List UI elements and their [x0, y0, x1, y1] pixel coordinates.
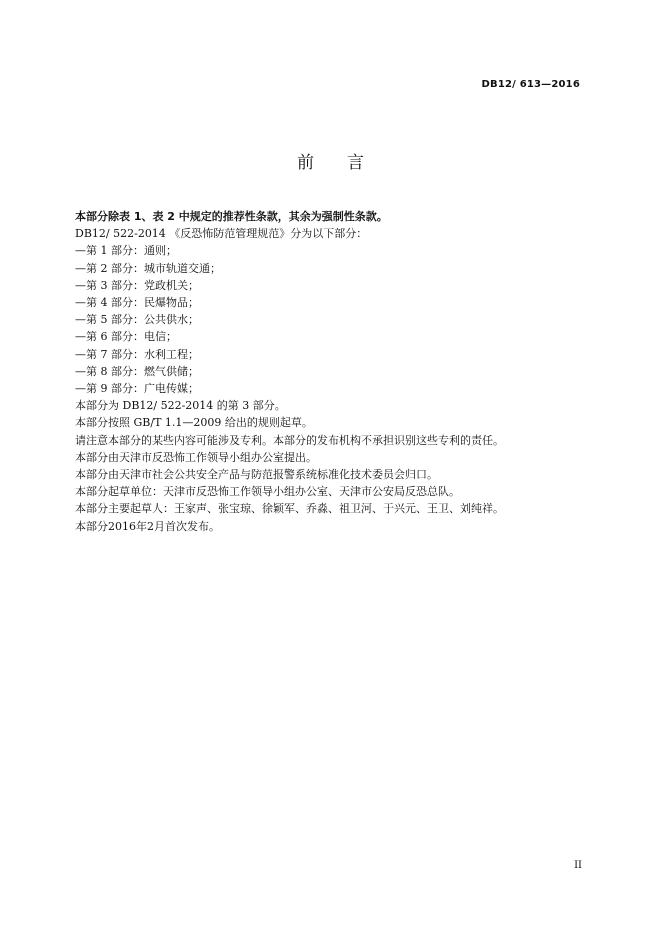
patent-notice: 请注意本部分的某些内容可能涉及专利。本部分的发布机构不承担识别这些专利的责任。	[75, 433, 504, 447]
part-statement: 本部分为 DB12/ 522-2014 的第 3 部分。	[75, 399, 286, 413]
document-code: DB12/ 613—2016	[481, 79, 580, 90]
proposer: 本部分由天津市反恐怖工作领导小组办公室提出。	[75, 450, 317, 464]
title-char-1: 前	[297, 153, 315, 173]
part-list-item: —第 8 部分：燃气供储；	[75, 364, 199, 378]
part-list-item: —第 9 部分：广电传媒；	[75, 382, 199, 396]
main-drafters: 本部分主要起草人：王家声、张宝琼、徐颖军、乔淼、祖卫河、于兴元、王卫、刘纯祥。	[75, 502, 504, 516]
drafting-rules: 本部分按照 GB/T 1.1—2009 给出的规则起草。	[75, 416, 313, 430]
foreword-body	[75, 208, 585, 535]
page-title	[0, 148, 662, 173]
technical-committee: 本部分由天津市社会公共安全产品与防范报警系统标准化技术委员会归口。	[75, 468, 438, 482]
mandatory-clause-note: 本部分除表 1、表 2 中规定的推荐性条款，其余为强制性条款。	[75, 210, 388, 223]
part-list-item: —第 2 部分：城市轨道交通；	[75, 261, 221, 275]
first-release: 本部分2016年2月首次发布。	[75, 519, 220, 533]
standard-parts-intro: DB12/ 522-2014 《反恐怖防范管理规范》分为以下部分：	[75, 227, 368, 241]
part-list-item: —第 7 部分：水利工程；	[75, 347, 199, 361]
part-list-item: —第 4 部分：民爆物品；	[75, 296, 199, 310]
title-char-2: 言	[347, 153, 365, 173]
drafting-units: 本部分起草单位：天津市反恐怖工作领导小组办公室、天津市公安局反恐总队。	[75, 485, 460, 499]
part-list-item: —第 1 部分：通则；	[75, 244, 177, 258]
part-list-item: —第 3 部分：党政机关；	[75, 278, 199, 292]
page-number: II	[574, 860, 582, 871]
part-list-item: —第 6 部分：电信；	[75, 330, 177, 344]
part-list-item: —第 5 部分：公共供水；	[75, 313, 199, 327]
